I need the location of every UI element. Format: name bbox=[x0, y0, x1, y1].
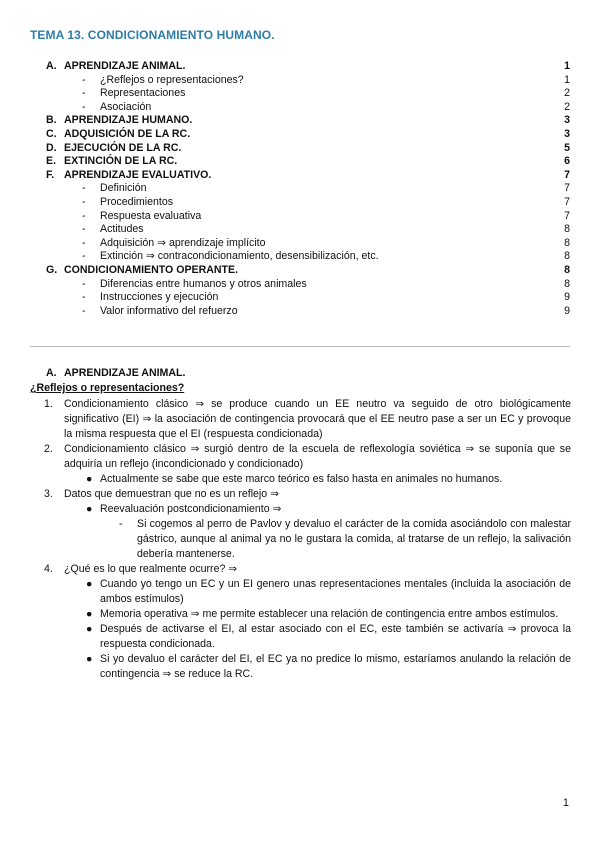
toc-page-number: 1 bbox=[564, 60, 570, 72]
toc-page-number: 9 bbox=[564, 304, 570, 317]
toc-subsection-row bbox=[46, 87, 572, 101]
toc-page-number: 7 bbox=[564, 182, 570, 195]
toc-page-number: 9 bbox=[564, 291, 570, 304]
toc-entry-title: Representaciones bbox=[100, 87, 186, 100]
list-item bbox=[30, 442, 571, 472]
item-number: 4. bbox=[44, 563, 53, 575]
toc-letter: F. bbox=[46, 168, 55, 181]
bullet-item bbox=[30, 652, 571, 682]
toc-page-number: 3 bbox=[564, 114, 570, 127]
section-heading bbox=[30, 366, 571, 381]
toc-page-number: 2 bbox=[564, 100, 570, 113]
toc-dash: - bbox=[82, 73, 86, 86]
bullet-dot: ● bbox=[86, 623, 93, 635]
toc-entry-title: Actitudes bbox=[100, 223, 144, 236]
toc-section-row bbox=[46, 155, 572, 169]
toc-letter: A. bbox=[46, 60, 57, 72]
item-text: Condicionamiento clásico ⇒ se produce cuando un EE neutro va seguido de otro biológicamente significativo (EI) ⇒ la asociación de contingencia provocará que el EE neutro pase a ser un EC y provoque la misma respuesta que el EI (respuesta condicionada) bbox=[64, 398, 571, 440]
toc-page-number: 7 bbox=[564, 195, 570, 208]
toc-page-number: 8 bbox=[564, 277, 570, 290]
bullet-dot: ● bbox=[86, 578, 93, 590]
document-body bbox=[30, 366, 571, 682]
toc-letter: E. bbox=[46, 155, 57, 168]
toc-entry-title: APRENDIZAJE HUMANO. bbox=[64, 114, 193, 127]
table-of-contents bbox=[46, 60, 572, 318]
bullet-text: Reevaluación postcondicionamiento ⇒ bbox=[100, 503, 282, 515]
item-number: 2. bbox=[44, 443, 53, 455]
numbered-list bbox=[30, 397, 571, 682]
toc-letter: C. bbox=[46, 127, 57, 140]
toc-page-number: 7 bbox=[564, 209, 570, 222]
toc-section-row bbox=[46, 60, 572, 74]
bullet-text: Actualmente se sabe que este marco teórico es falso hasta en animales no humanos. bbox=[100, 473, 503, 485]
toc-section-row bbox=[46, 114, 572, 128]
dash-marker: - bbox=[119, 518, 123, 530]
toc-dash: - bbox=[82, 236, 86, 249]
toc-subsection-row bbox=[46, 305, 572, 319]
toc-dash: - bbox=[82, 277, 86, 290]
toc-subsection-row bbox=[46, 250, 572, 264]
bullet-dot: ● bbox=[86, 653, 93, 665]
item-text: Condicionamiento clásico ⇒ surgió dentro de la escuela de reflexología soviética ⇒ se suponía que se adquiría un reflejo (incondicionado y condicionado) bbox=[64, 443, 571, 470]
toc-letter: B. bbox=[46, 114, 57, 127]
toc-entry-title: ¿Reflejos o representaciones? bbox=[100, 73, 244, 86]
bullet-dot: ● bbox=[86, 503, 93, 515]
bullet-item bbox=[30, 472, 571, 487]
dash-text: Si cogemos al perro de Pavlov y devaluo el carácter de la comida asociándolo con malestar gástrico, aunque al animal ya no le gustara la comida, al tratarse de un reflejo, la salivación debería mantenerse. bbox=[137, 518, 571, 560]
toc-section-row bbox=[46, 142, 572, 156]
toc-page-number: 7 bbox=[564, 168, 570, 181]
toc-entry-title: EXTINCIÓN DE LA RC. bbox=[64, 155, 178, 168]
list-item bbox=[30, 397, 571, 442]
toc-dash: - bbox=[82, 223, 86, 236]
bullet-text: Si yo devaluo el carácter del EI, el EC ya no predice lo mismo, estaríamos anulando la relación de contingencia ⇒ se reduce la RC. bbox=[100, 653, 571, 680]
toc-entry-title: CONDICIONAMIENTO OPERANTE. bbox=[64, 263, 239, 276]
item-number: 1. bbox=[44, 398, 53, 410]
list-item bbox=[30, 562, 571, 577]
bullet-text: Cuando yo tengo un EC y un EI genero unas representaciones mentales (incluida la asociación de ambos estímulos) bbox=[100, 578, 571, 605]
toc-page-number: 3 bbox=[564, 127, 570, 140]
toc-dash: - bbox=[82, 100, 86, 113]
subheading: ¿Reflejos o representaciones? bbox=[30, 382, 185, 394]
toc-page-number: 5 bbox=[564, 141, 570, 154]
toc-entry-title: Asociación bbox=[100, 100, 152, 113]
toc-subsection-row bbox=[46, 278, 572, 292]
page-number: 1 bbox=[562, 797, 569, 809]
toc-entry-title: APRENDIZAJE ANIMAL. bbox=[64, 60, 186, 72]
toc-dash: - bbox=[82, 291, 86, 304]
toc-entry-title: APRENDIZAJE EVALUATIVO. bbox=[64, 168, 212, 181]
list-item bbox=[30, 487, 571, 502]
toc-dash: - bbox=[82, 87, 86, 100]
toc-page-number: 8 bbox=[564, 250, 570, 263]
item-number: 3. bbox=[44, 488, 53, 500]
bullet-text: Después de activarse el EI, al estar asociado con el EC, este también se activaría ⇒ provoca la respuesta condicionada. bbox=[100, 623, 571, 650]
bullet-item bbox=[30, 622, 571, 652]
toc-page-number: 6 bbox=[564, 155, 570, 168]
bullet-dot: ● bbox=[86, 473, 93, 485]
bullet-dot: ● bbox=[86, 608, 93, 620]
item-text: Datos que demuestran que no es un reflejo ⇒ bbox=[64, 488, 279, 500]
toc-entry-title: Procedimientos bbox=[100, 195, 174, 208]
section-letter: A. bbox=[46, 367, 57, 379]
section-divider bbox=[30, 346, 570, 347]
toc-section-row bbox=[46, 128, 572, 142]
dash-item bbox=[30, 517, 571, 562]
toc-subsection-row bbox=[46, 74, 572, 88]
toc-entry-title: Diferencias entre humanos y otros animales bbox=[100, 277, 307, 290]
toc-entry-title: Respuesta evaluativa bbox=[100, 209, 202, 222]
toc-dash: - bbox=[82, 209, 86, 222]
toc-entry-title: Definición bbox=[100, 182, 147, 195]
toc-entry-title: Instrucciones y ejecución bbox=[100, 291, 219, 304]
toc-dash: - bbox=[82, 182, 86, 195]
toc-page-number: 8 bbox=[564, 263, 570, 276]
toc-subsection-row bbox=[46, 210, 572, 224]
toc-subsection-row bbox=[46, 223, 572, 237]
toc-entry-title: ADQUISICIÓN DE LA RC. bbox=[64, 127, 191, 140]
bullet-item bbox=[30, 607, 571, 622]
toc-letter: G. bbox=[46, 263, 58, 276]
toc-subsection-row bbox=[46, 291, 572, 305]
toc-subsection-row bbox=[46, 196, 572, 210]
item-text: ¿Qué es lo que realmente ocurre? ⇒ bbox=[64, 563, 238, 575]
toc-dash: - bbox=[82, 250, 86, 263]
toc-letter: D. bbox=[46, 141, 57, 154]
toc-subsection-row bbox=[46, 182, 572, 196]
toc-subsection-row bbox=[46, 237, 572, 251]
toc-entry-title: Valor informativo del refuerzo bbox=[100, 304, 238, 317]
bullet-text: Memoria operativa ⇒ me permite establecer una relación de contingencia entre ambos estímulos. bbox=[100, 608, 559, 620]
toc-dash: - bbox=[82, 195, 86, 208]
toc-section-row bbox=[46, 264, 572, 278]
toc-entry-title: Extinción ⇒ contracondicionamiento, desensibilización, etc. bbox=[100, 250, 379, 263]
toc-page-number: 2 bbox=[564, 87, 570, 100]
toc-dash: - bbox=[82, 304, 86, 317]
toc-page-number: 1 bbox=[564, 73, 570, 86]
toc-page-number: 8 bbox=[564, 223, 570, 236]
document-title: TEMA 13. CONDICIONAMIENTO HUMANO. bbox=[30, 28, 275, 42]
toc-section-row bbox=[46, 169, 572, 183]
toc-subsection-row bbox=[46, 101, 572, 115]
toc-entry-title: EJECUCIÓN DE LA RC. bbox=[64, 141, 182, 154]
bullet-item bbox=[30, 577, 571, 607]
bullet-item bbox=[30, 502, 571, 517]
toc-entry-title: Adquisición ⇒ aprendizaje implícito bbox=[100, 236, 266, 249]
section-title: APRENDIZAJE ANIMAL. bbox=[64, 367, 186, 379]
toc-page-number: 8 bbox=[564, 236, 570, 249]
